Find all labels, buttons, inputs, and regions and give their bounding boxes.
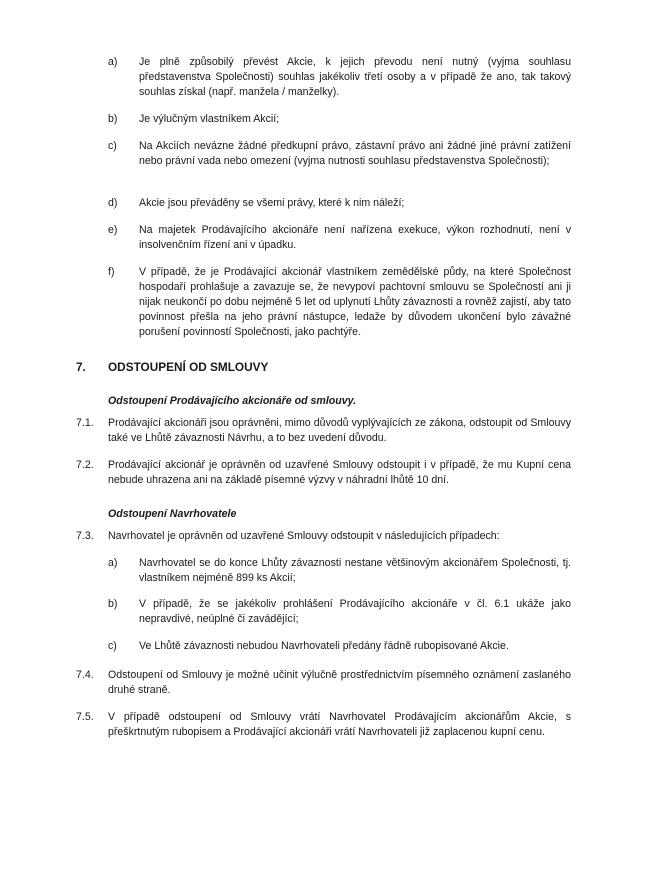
clause-number: 7.3.: [76, 530, 94, 542]
list-item-label: c): [108, 140, 117, 152]
clause-number: 7.1.: [76, 417, 94, 429]
clause-text: V případě odstoupení od Smlouvy vrátí Navrhovatel Prodávajícím akcionářům Akcie, s přeškrtnutým rubopisem a Prodávající akcionáři vrátí Navrhovateli již zaplacenou kupní cenu.: [108, 711, 571, 738]
list-item-label: b): [108, 598, 118, 610]
clause-text: Navrhovatel je oprávněn od uzavřené Smlouvy odstoupit v následujících případech:: [108, 530, 500, 542]
list-item-text: Ve Lhůtě závaznosti nebudou Navrhovateli předány řádně rubopisované Akcie.: [139, 640, 509, 652]
list-item-label: e): [108, 224, 118, 236]
list-item-text: V případě, že je Prodávající akcionář vlastníkem zemědělské půdy, na které Společnost hospodaří prohlašuje a zavazuje se, že nevypoví pachtovní smlouvu se Společností ani ji nijak neukončí po dobu nejméně 5 let od uplynutí Lhůty závaznosti a rovněž zajistí, aby tato povinnost přešla na jeho právní nástupce, ledaže by důvodem ukončení bylo závažné porušení povinností Společnosti, jako pachtýře.: [139, 266, 571, 338]
clause-text: Prodávající akcionář je oprávněn od uzavřené Smlouvy odstoupit i v případě, že mu Kupní cena nebude uhrazena ani na základě písemné výzvy v náhradní lhůtě 10 dní.: [108, 459, 571, 486]
clause-number: 7.2.: [76, 459, 94, 471]
list-item-label: a): [108, 557, 118, 569]
list-item-label: b): [108, 113, 118, 125]
list-item-text: Na Akciích neváznе žádné předkupní právo, zástavní právo ani žádné jiné právní zatížení nebo právní vada nebo omezení (vyjma nutnosti souhlasu představenstva Společnosti);: [139, 140, 571, 167]
subheading: Odstoupení Navrhovatele: [108, 508, 237, 520]
section-title: ODSTOUPENÍ OD SMLOUVY: [108, 360, 269, 374]
section-number: 7.: [76, 360, 86, 374]
clause-text: Odstoupení od Smlouvy je možné učinit výlučně prostřednictvím písemného oznámení zaslaného druhé straně.: [108, 669, 571, 696]
list-item-label: a): [108, 56, 118, 68]
clause-number: 7.4.: [76, 669, 94, 681]
list-item-text: Akcie jsou převáděny se všemi právy, které k nim náleží;: [139, 197, 405, 209]
subheading: Odstoupení Prodávajícího akcionáře od smlouvy.: [108, 395, 357, 407]
list-item-label: c): [108, 640, 117, 652]
list-item-label: d): [108, 197, 118, 209]
clause-number: 7.5.: [76, 711, 94, 723]
list-item-text: V případě, že se jakékoliv prohlášení Prodávajícího akcionáře v čl. 6.1 ukáže jako nepravdivé, neúplné či zavádějící;: [139, 598, 571, 625]
list-item-text: Je výlučným vlastníkem Akcií;: [139, 113, 280, 125]
list-item-text: Na majetek Prodávajícího akcionáře není nařízena exekuce, výkon rozhodnutí, není v insolvenčním řízení ani v úpadku.: [139, 224, 571, 251]
list-item-text: Navrhovatel se do konce Lhůty závaznosti nestane většinovým akcionářem Společnosti, tj. vlastníkem nejméně 899 ks Akcií;: [139, 557, 571, 584]
list-item-label: f): [108, 266, 115, 278]
clause-text: Prodávající akcionáři jsou oprávněni, mimo důvodů vyplývajících ze zákona, odstoupit od Smlouvy také ve Lhůtě závaznosti Návrhu, a to bez uvedení důvodu.: [108, 417, 571, 444]
list-item-text: Je plně způsobilý převést Akcie, k jejich převodu není nutný (vyjma souhlasu představenstva Společnosti) souhlas jakékoliv třetí osoby a v případě že ano, tak takový souhlas získal (např. manžela / manželky).: [139, 56, 571, 98]
